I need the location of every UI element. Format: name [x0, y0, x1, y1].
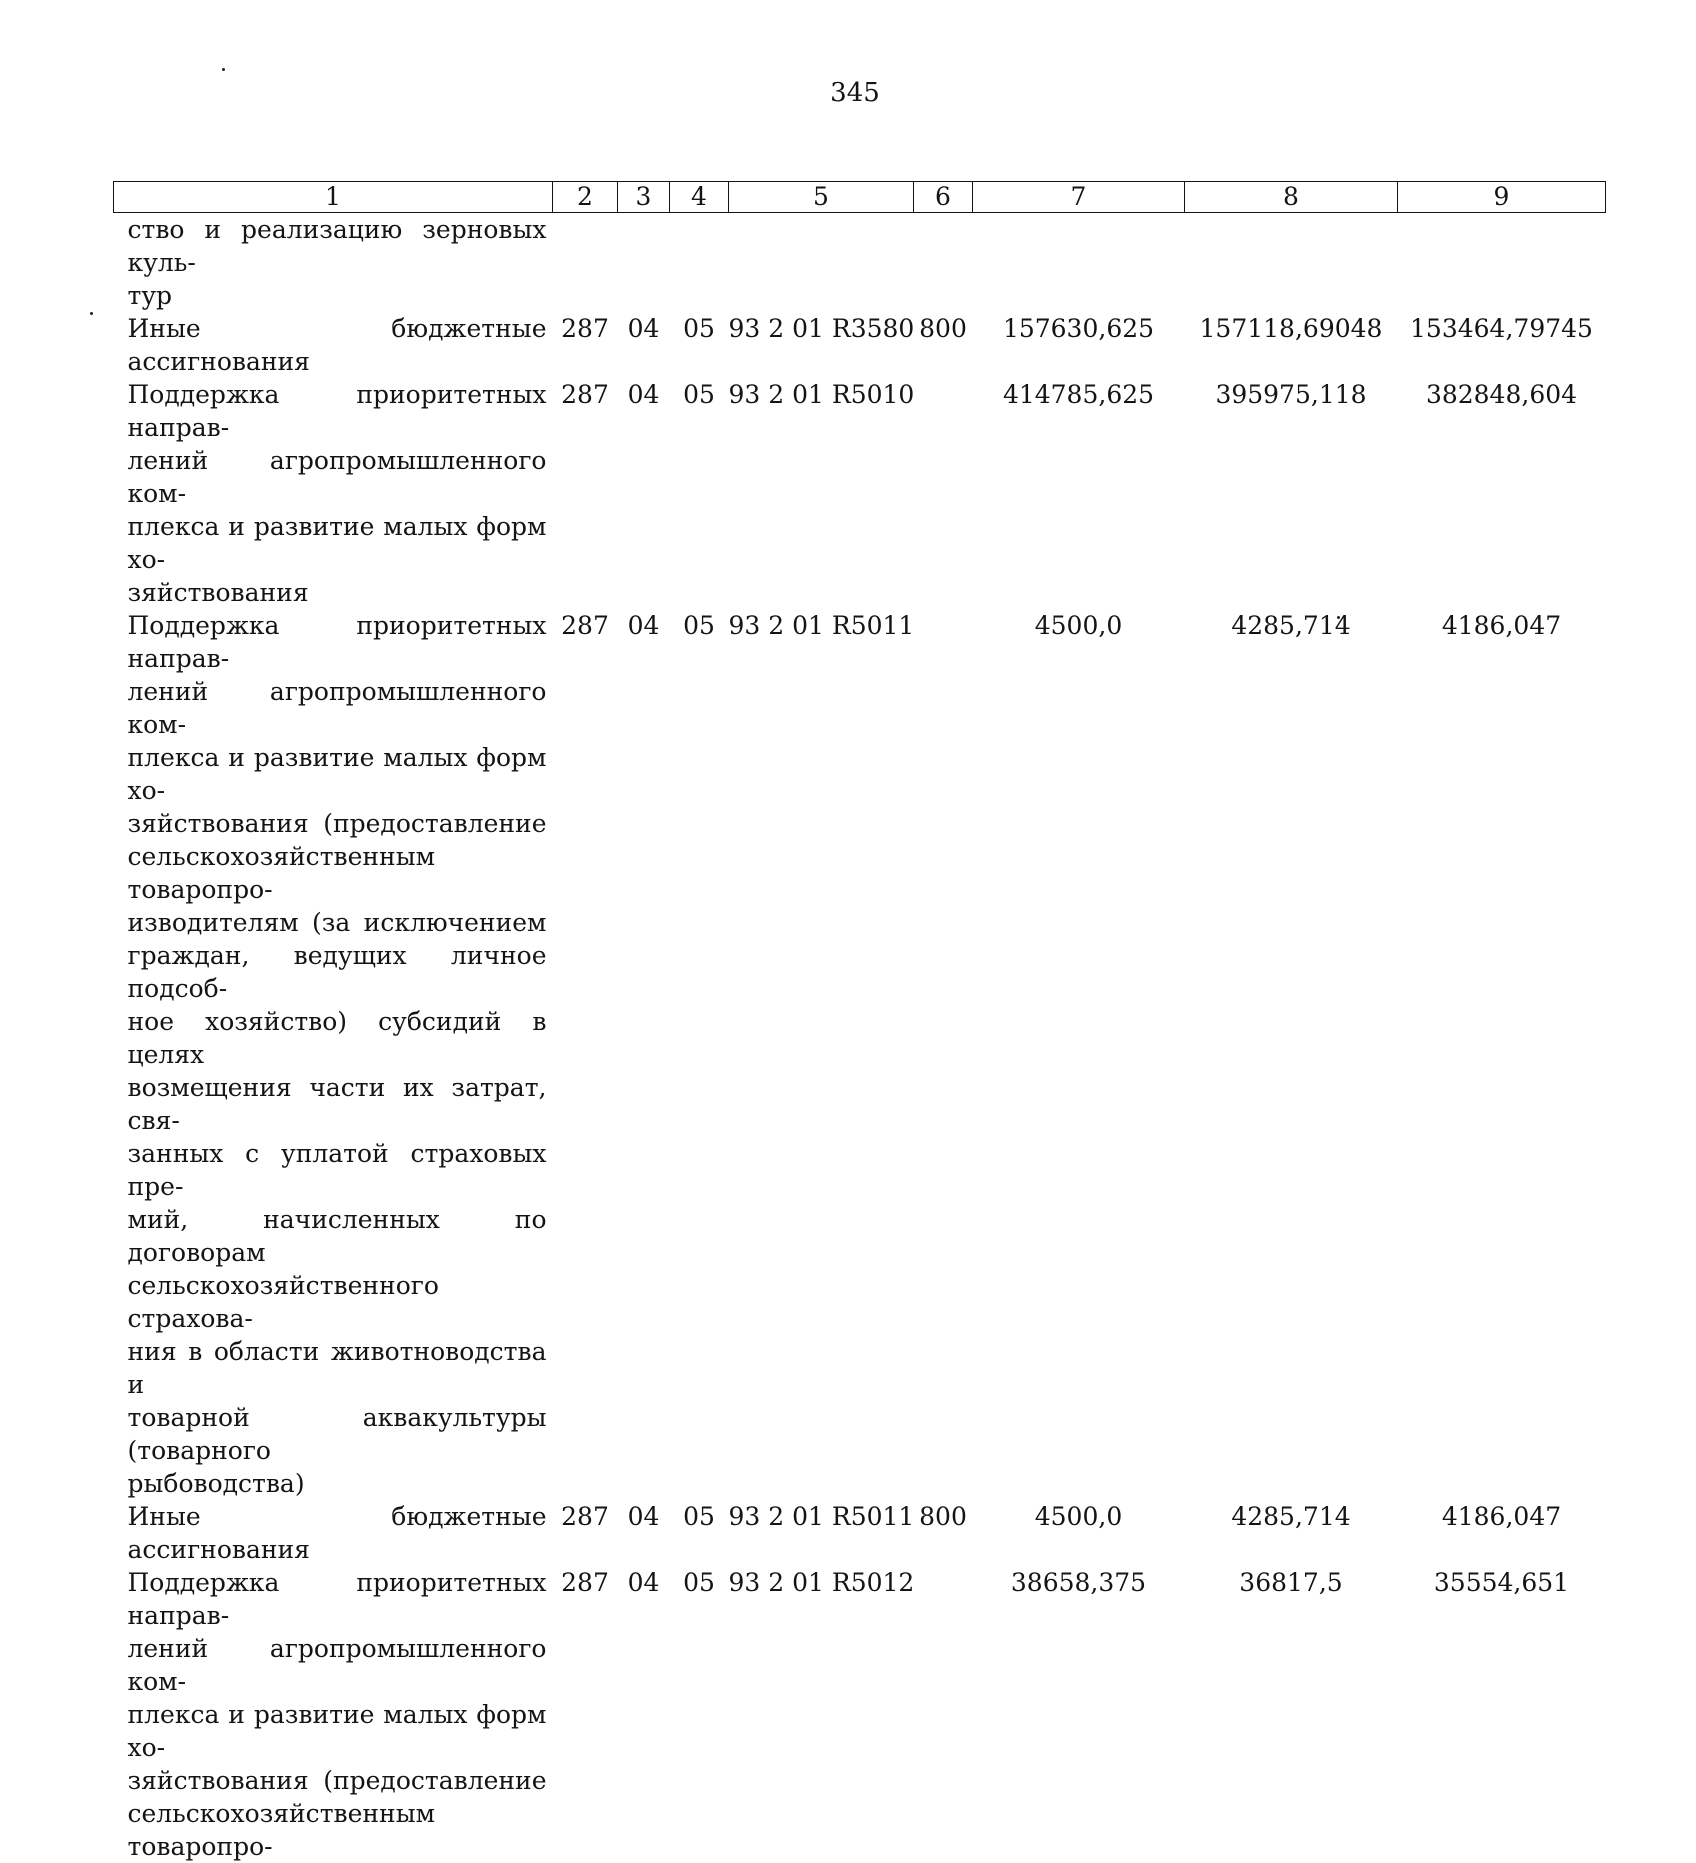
ministry-code: 287	[553, 1566, 618, 1863]
subsection-code: 05	[670, 1500, 729, 1566]
description-line: товарной аквакультуры (товарного	[128, 1401, 547, 1467]
column-header-9: 9	[1398, 182, 1606, 213]
subsection-code: 05	[670, 312, 729, 378]
ministry-code	[553, 213, 618, 313]
amount-year-3: 4186,047	[1398, 609, 1606, 1500]
amount-year-1: 157630,625	[973, 312, 1185, 378]
row-description	[114, 1500, 553, 1566]
subsection-code: 05	[670, 378, 729, 609]
column-header-6: 6	[914, 182, 973, 213]
amount-year-2: 36817,5	[1185, 1566, 1398, 1863]
expense-type-code	[914, 1566, 973, 1863]
section-code: 04	[618, 1566, 670, 1863]
table-row	[114, 1566, 1606, 1863]
column-header-1: 1	[114, 182, 553, 213]
expense-type-code	[914, 609, 973, 1500]
column-header-7: 7	[973, 182, 1185, 213]
amount-year-1: 4500,0	[973, 1500, 1185, 1566]
description-line: возмещения части их затрат, свя-	[128, 1071, 547, 1137]
expense-type-code	[914, 378, 973, 609]
ministry-code: 287	[553, 378, 618, 609]
amount-year-3: 153464,79745	[1398, 312, 1606, 378]
row-description	[114, 1566, 553, 1863]
table-row	[114, 378, 1606, 609]
description-line: занных с уплатой страховых пре-	[128, 1137, 547, 1203]
target-article-code: 93 2 01 R3580	[729, 312, 914, 378]
description-line: рыбоводства)	[128, 1467, 547, 1500]
subsection-code: 05	[670, 1566, 729, 1863]
description-line: изводителям (за исключением	[128, 906, 547, 939]
description-line: ство и реализацию зерновых куль-	[128, 213, 547, 279]
amount-year-1: 38658,375	[973, 1566, 1185, 1863]
target-article-code: 93 2 01 R5010	[729, 378, 914, 609]
column-header-3: 3	[618, 182, 670, 213]
section-code: 04	[618, 1500, 670, 1566]
description-line: Иные бюджетные ассигнования	[128, 312, 547, 378]
header-row	[114, 182, 1606, 213]
description-line: лений агропромышленного ком-	[128, 1632, 547, 1698]
expense-type-code	[914, 213, 973, 313]
column-header-5: 5	[729, 182, 914, 213]
amount-year-2: 4285,714	[1185, 1500, 1398, 1566]
expense-type-code: 800	[914, 312, 973, 378]
ministry-code: 287	[553, 609, 618, 1500]
amount-year-3	[1398, 213, 1606, 313]
description-line: сельскохозяйственным товаропро-	[128, 840, 547, 906]
amount-year-1: 414785,625	[973, 378, 1185, 609]
description-line: зяйствования (предоставление	[128, 1764, 547, 1797]
description-line: Иные бюджетные ассигнования	[128, 1500, 547, 1566]
row-description	[114, 378, 553, 609]
row-description	[114, 312, 553, 378]
budget-table	[113, 181, 1606, 1863]
description-line: ное хозяйство) субсидий в целях	[128, 1005, 547, 1071]
table-body	[114, 213, 1606, 1863]
column-header-8: 8	[1185, 182, 1398, 213]
description-line: сельскохозяйственным товаропро-	[128, 1797, 547, 1863]
row-description	[114, 609, 553, 1500]
description-line: лений агропромышленного ком-	[128, 675, 547, 741]
target-article-code: 93 2 01 R5011	[729, 1500, 914, 1566]
target-article-code	[729, 213, 914, 313]
ministry-code: 287	[553, 312, 618, 378]
description-line: Поддержка приоритетных направ-	[128, 378, 547, 444]
amount-year-2: 4285,714	[1185, 609, 1398, 1500]
amount-year-1	[973, 213, 1185, 313]
section-code: 04	[618, 378, 670, 609]
amount-year-2: 157118,69048	[1185, 312, 1398, 378]
section-code: 04	[618, 609, 670, 1500]
description-line: ния в области животноводства и	[128, 1335, 547, 1401]
column-header-4: 4	[670, 182, 729, 213]
table-row	[114, 312, 1606, 378]
scan-speck	[90, 312, 93, 315]
description-line: зяйствования	[128, 576, 547, 609]
amount-year-3: 35554,651	[1398, 1566, 1606, 1863]
description-line: тур	[128, 279, 547, 312]
description-line: сельскохозяйственного страхова-	[128, 1269, 547, 1335]
target-article-code: 93 2 01 R5012	[729, 1566, 914, 1863]
section-code: 04	[618, 312, 670, 378]
description-line: лений агропромышленного ком-	[128, 444, 547, 510]
row-description	[114, 213, 553, 313]
description-line: плекса и развитие малых форм хо-	[128, 510, 547, 576]
table-row	[114, 609, 1606, 1500]
target-article-code: 93 2 01 R5011	[729, 609, 914, 1500]
amount-year-3: 4186,047	[1398, 1500, 1606, 1566]
description-line: Поддержка приоритетных направ-	[128, 609, 547, 675]
table-row	[114, 1500, 1606, 1566]
description-line: плекса и развитие малых форм хо-	[128, 741, 547, 807]
description-line: Поддержка приоритетных направ-	[128, 1566, 547, 1632]
amount-year-2: 395975,118	[1185, 378, 1398, 609]
description-line: зяйствования (предоставление	[128, 807, 547, 840]
description-line: плекса и развитие малых форм хо-	[128, 1698, 547, 1764]
description-line: граждан, ведущих личное подсоб-	[128, 939, 547, 1005]
subsection-code	[670, 213, 729, 313]
description-line: мий, начисленных по договорам	[128, 1203, 547, 1269]
amount-year-1: 4500,0	[973, 609, 1185, 1500]
amount-year-2	[1185, 213, 1398, 313]
ministry-code: 287	[553, 1500, 618, 1566]
amount-year-3: 382848,604	[1398, 378, 1606, 609]
page-number: 345	[0, 80, 1696, 106]
section-code	[618, 213, 670, 313]
subsection-code: 05	[670, 609, 729, 1500]
scan-speck	[222, 68, 225, 71]
column-header-2: 2	[553, 182, 618, 213]
expense-type-code: 800	[914, 1500, 973, 1566]
table-row	[114, 213, 1606, 313]
